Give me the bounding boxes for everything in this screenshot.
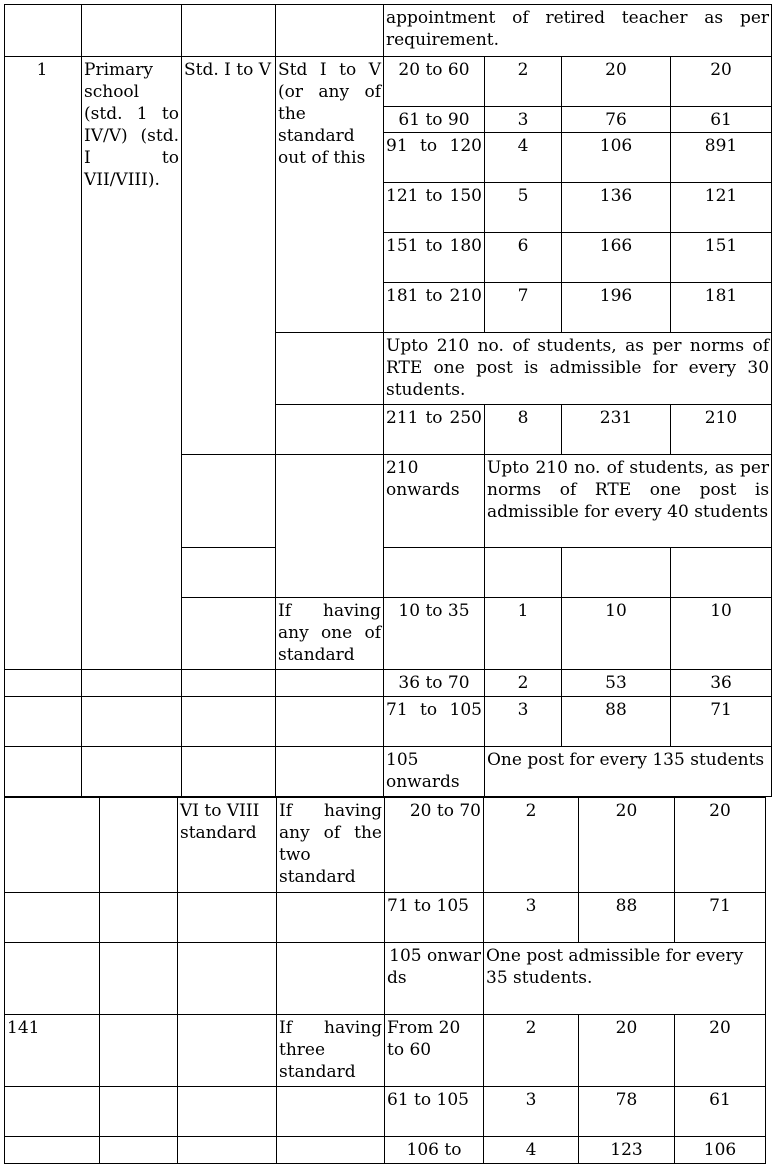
max-students: 78 — [579, 1087, 675, 1137]
cell-empty — [5, 943, 100, 1015]
enrolment-range: 181 to 210 — [384, 283, 485, 333]
cell-empty — [178, 1015, 277, 1087]
cell-empty — [178, 893, 277, 943]
cell-empty — [5, 893, 100, 943]
standard-range: Std. I to V — [182, 57, 276, 455]
max-students: 76 — [562, 107, 671, 133]
cell-empty — [178, 943, 277, 1015]
cell-empty — [82, 670, 182, 697]
cell-empty — [178, 1087, 277, 1137]
cell-empty — [276, 455, 384, 598]
max-students: 106 — [562, 133, 671, 183]
standard-description: If having three standard — [277, 1015, 385, 1087]
min-students: 121 — [671, 183, 772, 233]
cell-empty — [182, 548, 276, 598]
enrolment-range: 71 to 105 — [384, 697, 485, 747]
cell-empty — [5, 670, 82, 697]
max-students: 166 — [562, 233, 671, 283]
max-students: 136 — [562, 183, 671, 233]
min-students: 210 — [671, 405, 772, 455]
max-students: 53 — [562, 670, 671, 697]
min-students: 181 — [671, 283, 772, 333]
cell-empty — [276, 747, 384, 797]
posts-count: 8 — [485, 405, 562, 455]
max-students: 231 — [562, 405, 671, 455]
cell-empty — [384, 548, 485, 598]
enrolment-range: 61 to 105 — [385, 1087, 484, 1137]
enrolment-range: 210 onwards — [384, 455, 485, 548]
cell-empty — [5, 747, 82, 797]
post-per-students-note: One post for every 135 students — [485, 747, 772, 797]
enrolment-range: 71 to 105 — [385, 893, 484, 943]
min-students: 20 — [675, 1015, 766, 1087]
enrolment-range: 20 to 60 — [384, 57, 485, 107]
cell-empty — [276, 405, 384, 455]
enrolment-range: 105 onwards — [385, 943, 484, 1015]
cell-empty — [5, 5, 82, 57]
staffing-table-part-1 — [4, 4, 772, 797]
min-students: 20 — [675, 798, 766, 893]
posts-count: 3 — [485, 107, 562, 133]
cell-empty — [5, 1137, 100, 1164]
max-students: 88 — [562, 697, 671, 747]
max-students: 196 — [562, 283, 671, 333]
min-students: 106 — [675, 1137, 766, 1164]
cell-empty — [182, 747, 276, 797]
cell-empty — [182, 455, 276, 548]
cell-empty — [5, 1087, 100, 1137]
min-students: 20 — [671, 57, 772, 107]
posts-count: 4 — [484, 1137, 579, 1164]
max-students: 88 — [579, 893, 675, 943]
cell-empty — [276, 333, 384, 405]
min-students: 71 — [675, 893, 766, 943]
school-type: Primary school (std. 1 to IV/V) (std. I to VII/VIII). — [82, 57, 182, 670]
posts-count: 5 — [485, 183, 562, 233]
cell-empty — [276, 697, 384, 747]
cell-empty — [276, 670, 384, 697]
min-students: 151 — [671, 233, 772, 283]
cell-empty — [277, 1137, 385, 1164]
cell-empty — [276, 5, 384, 57]
cell-empty — [182, 598, 276, 670]
standard-description: If having any of the two standard — [277, 798, 385, 893]
cell-empty — [485, 548, 562, 598]
cell-empty — [82, 5, 182, 57]
enrolment-range: 61 to 90 — [384, 107, 485, 133]
cell-empty — [82, 697, 182, 747]
continuation-note: appointment of retired teacher as per requirement. — [384, 5, 772, 57]
enrolment-range: 105 onwards — [384, 747, 485, 797]
posts-count: 7 — [485, 283, 562, 333]
cell-empty — [100, 943, 178, 1015]
cell-empty — [562, 548, 671, 598]
posts-count: 6 — [485, 233, 562, 283]
cell-empty — [178, 1137, 277, 1164]
max-students: 10 — [562, 598, 671, 670]
posts-count: 2 — [484, 798, 579, 893]
cell-empty — [100, 1137, 178, 1164]
cell-empty — [182, 670, 276, 697]
enrolment-range: 106 to — [385, 1137, 484, 1164]
rte-note-30: Upto 210 no. of students, as per norms of RTE one post is admissible for every 30 students. — [384, 333, 772, 405]
enrolment-range: From 20 to 60 — [385, 1015, 484, 1087]
posts-count: 2 — [484, 1015, 579, 1087]
min-students: 71 — [671, 697, 772, 747]
posts-count: 3 — [485, 697, 562, 747]
serial-number: 1 — [5, 57, 82, 670]
enrolment-range: 121 to 150 — [384, 183, 485, 233]
enrolment-range: 91 to 120 — [384, 133, 485, 183]
rte-note-40: Upto 210 no. of students, as per norms of RTE one post is admissible for every 40 students — [485, 455, 772, 548]
posts-count: 4 — [485, 133, 562, 183]
cell-empty — [277, 893, 385, 943]
min-students: 61 — [671, 107, 772, 133]
cell-empty — [100, 798, 178, 893]
cell-empty — [5, 697, 82, 747]
serial-number: 141 — [5, 1015, 100, 1087]
min-students: 61 — [675, 1087, 766, 1137]
enrolment-range: 20 to 70 — [385, 798, 484, 893]
cell-empty — [182, 697, 276, 747]
cell-empty — [100, 1015, 178, 1087]
cell-empty — [100, 1087, 178, 1137]
posts-count: 3 — [484, 893, 579, 943]
max-students: 20 — [579, 798, 675, 893]
max-students: 123 — [579, 1137, 675, 1164]
post-per-students-note: One post admissible for every 35 students. — [484, 943, 766, 1015]
standard-description: Std I to V (or any of the standard out of this — [276, 57, 384, 333]
cell-empty — [5, 798, 100, 893]
enrolment-range: 10 to 35 — [384, 598, 485, 670]
cell-empty — [671, 548, 772, 598]
standard-description: If having any one of standard — [276, 598, 384, 670]
min-students: 36 — [671, 670, 772, 697]
enrolment-range: 211 to 250 — [384, 405, 485, 455]
min-students: 10 — [671, 598, 772, 670]
posts-count: 2 — [485, 670, 562, 697]
cell-empty — [277, 1087, 385, 1137]
posts-count: 2 — [485, 57, 562, 107]
cell-empty — [82, 747, 182, 797]
cell-empty — [182, 5, 276, 57]
posts-count: 1 — [485, 598, 562, 670]
staffing-table-part-2 — [4, 797, 766, 1164]
max-students: 20 — [579, 1015, 675, 1087]
enrolment-range: 151 to 180 — [384, 233, 485, 283]
enrolment-range: 36 to 70 — [384, 670, 485, 697]
max-students: 20 — [562, 57, 671, 107]
min-students: 891 — [671, 133, 772, 183]
standard-range: VI to VIII standard — [178, 798, 277, 893]
posts-count: 3 — [484, 1087, 579, 1137]
cell-empty — [100, 893, 178, 943]
cell-empty — [277, 943, 385, 1015]
